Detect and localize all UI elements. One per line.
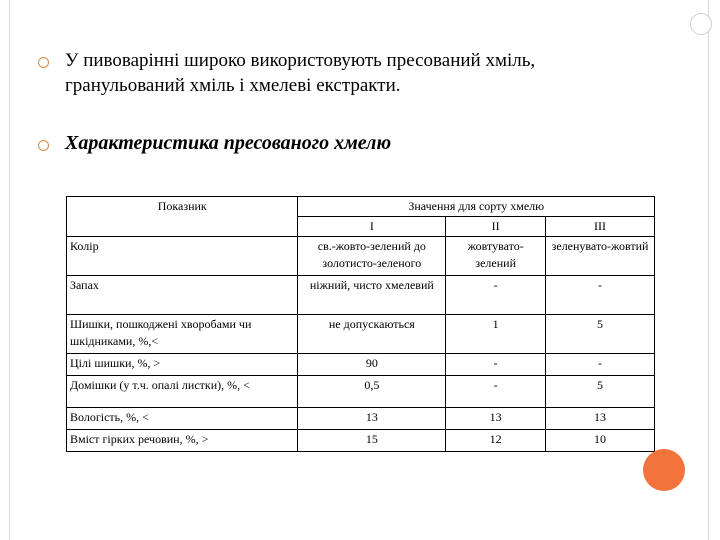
row-value-1: ніжний, чисто хмелевий (298, 276, 446, 315)
row-value-3: 5 (546, 376, 655, 408)
row-value-3: - (546, 276, 655, 315)
grade-2: II (446, 217, 546, 237)
header-values: Значення для сорту хмелю (298, 197, 655, 217)
row-name: Колір (67, 237, 298, 276)
row-value-1: 0,5 (298, 376, 446, 408)
hop-characteristics-table (66, 196, 655, 452)
table-row (67, 237, 655, 276)
row-name: Вологість, %, < (67, 408, 298, 430)
grade-1: I (298, 217, 446, 237)
row-name: Цілі шишки, %, > (67, 354, 298, 376)
table-row (67, 315, 655, 354)
row-value-3: - (546, 354, 655, 376)
row-value-1: не допускаються (298, 315, 446, 354)
row-value-3: зеленувато-жовтий (546, 237, 655, 276)
table-row (67, 430, 655, 452)
grade-3: III (546, 217, 655, 237)
row-value-2: 13 (446, 408, 546, 430)
row-name: Домішки (у т.ч. опалі листки), %, < (67, 376, 298, 408)
row-value-2: 1 (446, 315, 546, 354)
bullet-item-heading (38, 131, 598, 156)
row-value-1: св.-жовто-зелений до золотисто-зеленого (298, 237, 446, 276)
decorative-circle-orange (643, 449, 685, 491)
table-row (67, 376, 655, 408)
row-name: Шишки, пошкоджені хворобами чи шкідниками, %,< (67, 315, 298, 354)
section-heading: Характеристика пресованого хмелю (65, 132, 392, 154)
table-row (67, 408, 655, 430)
header-indicator: Показник (67, 197, 298, 237)
bullet-text: У пивоварінні широко використовують пресований хміль, гранульований хміль і хмелеві екстракти. (65, 50, 536, 96)
bullet-circle-icon (38, 140, 49, 151)
decorative-circle-top (690, 13, 712, 35)
row-value-3: 13 (546, 408, 655, 430)
row-value-2: - (446, 354, 546, 376)
row-value-3: 10 (546, 430, 655, 452)
row-value-2: - (446, 376, 546, 408)
table-row (67, 354, 655, 376)
bullet-circle-icon (38, 57, 49, 68)
row-value-1: 90 (298, 354, 446, 376)
table-row (67, 276, 655, 315)
table-header-row (67, 197, 655, 217)
bullet-item-intro (38, 48, 598, 98)
row-value-1: 15 (298, 430, 446, 452)
row-name: Запах (67, 276, 298, 315)
row-value-2: - (446, 276, 546, 315)
row-value-2: 12 (446, 430, 546, 452)
row-value-3: 5 (546, 315, 655, 354)
row-name: Вміст гірких речовин, %, > (67, 430, 298, 452)
row-value-1: 13 (298, 408, 446, 430)
row-value-2: жовтувато-зелений (446, 237, 546, 276)
